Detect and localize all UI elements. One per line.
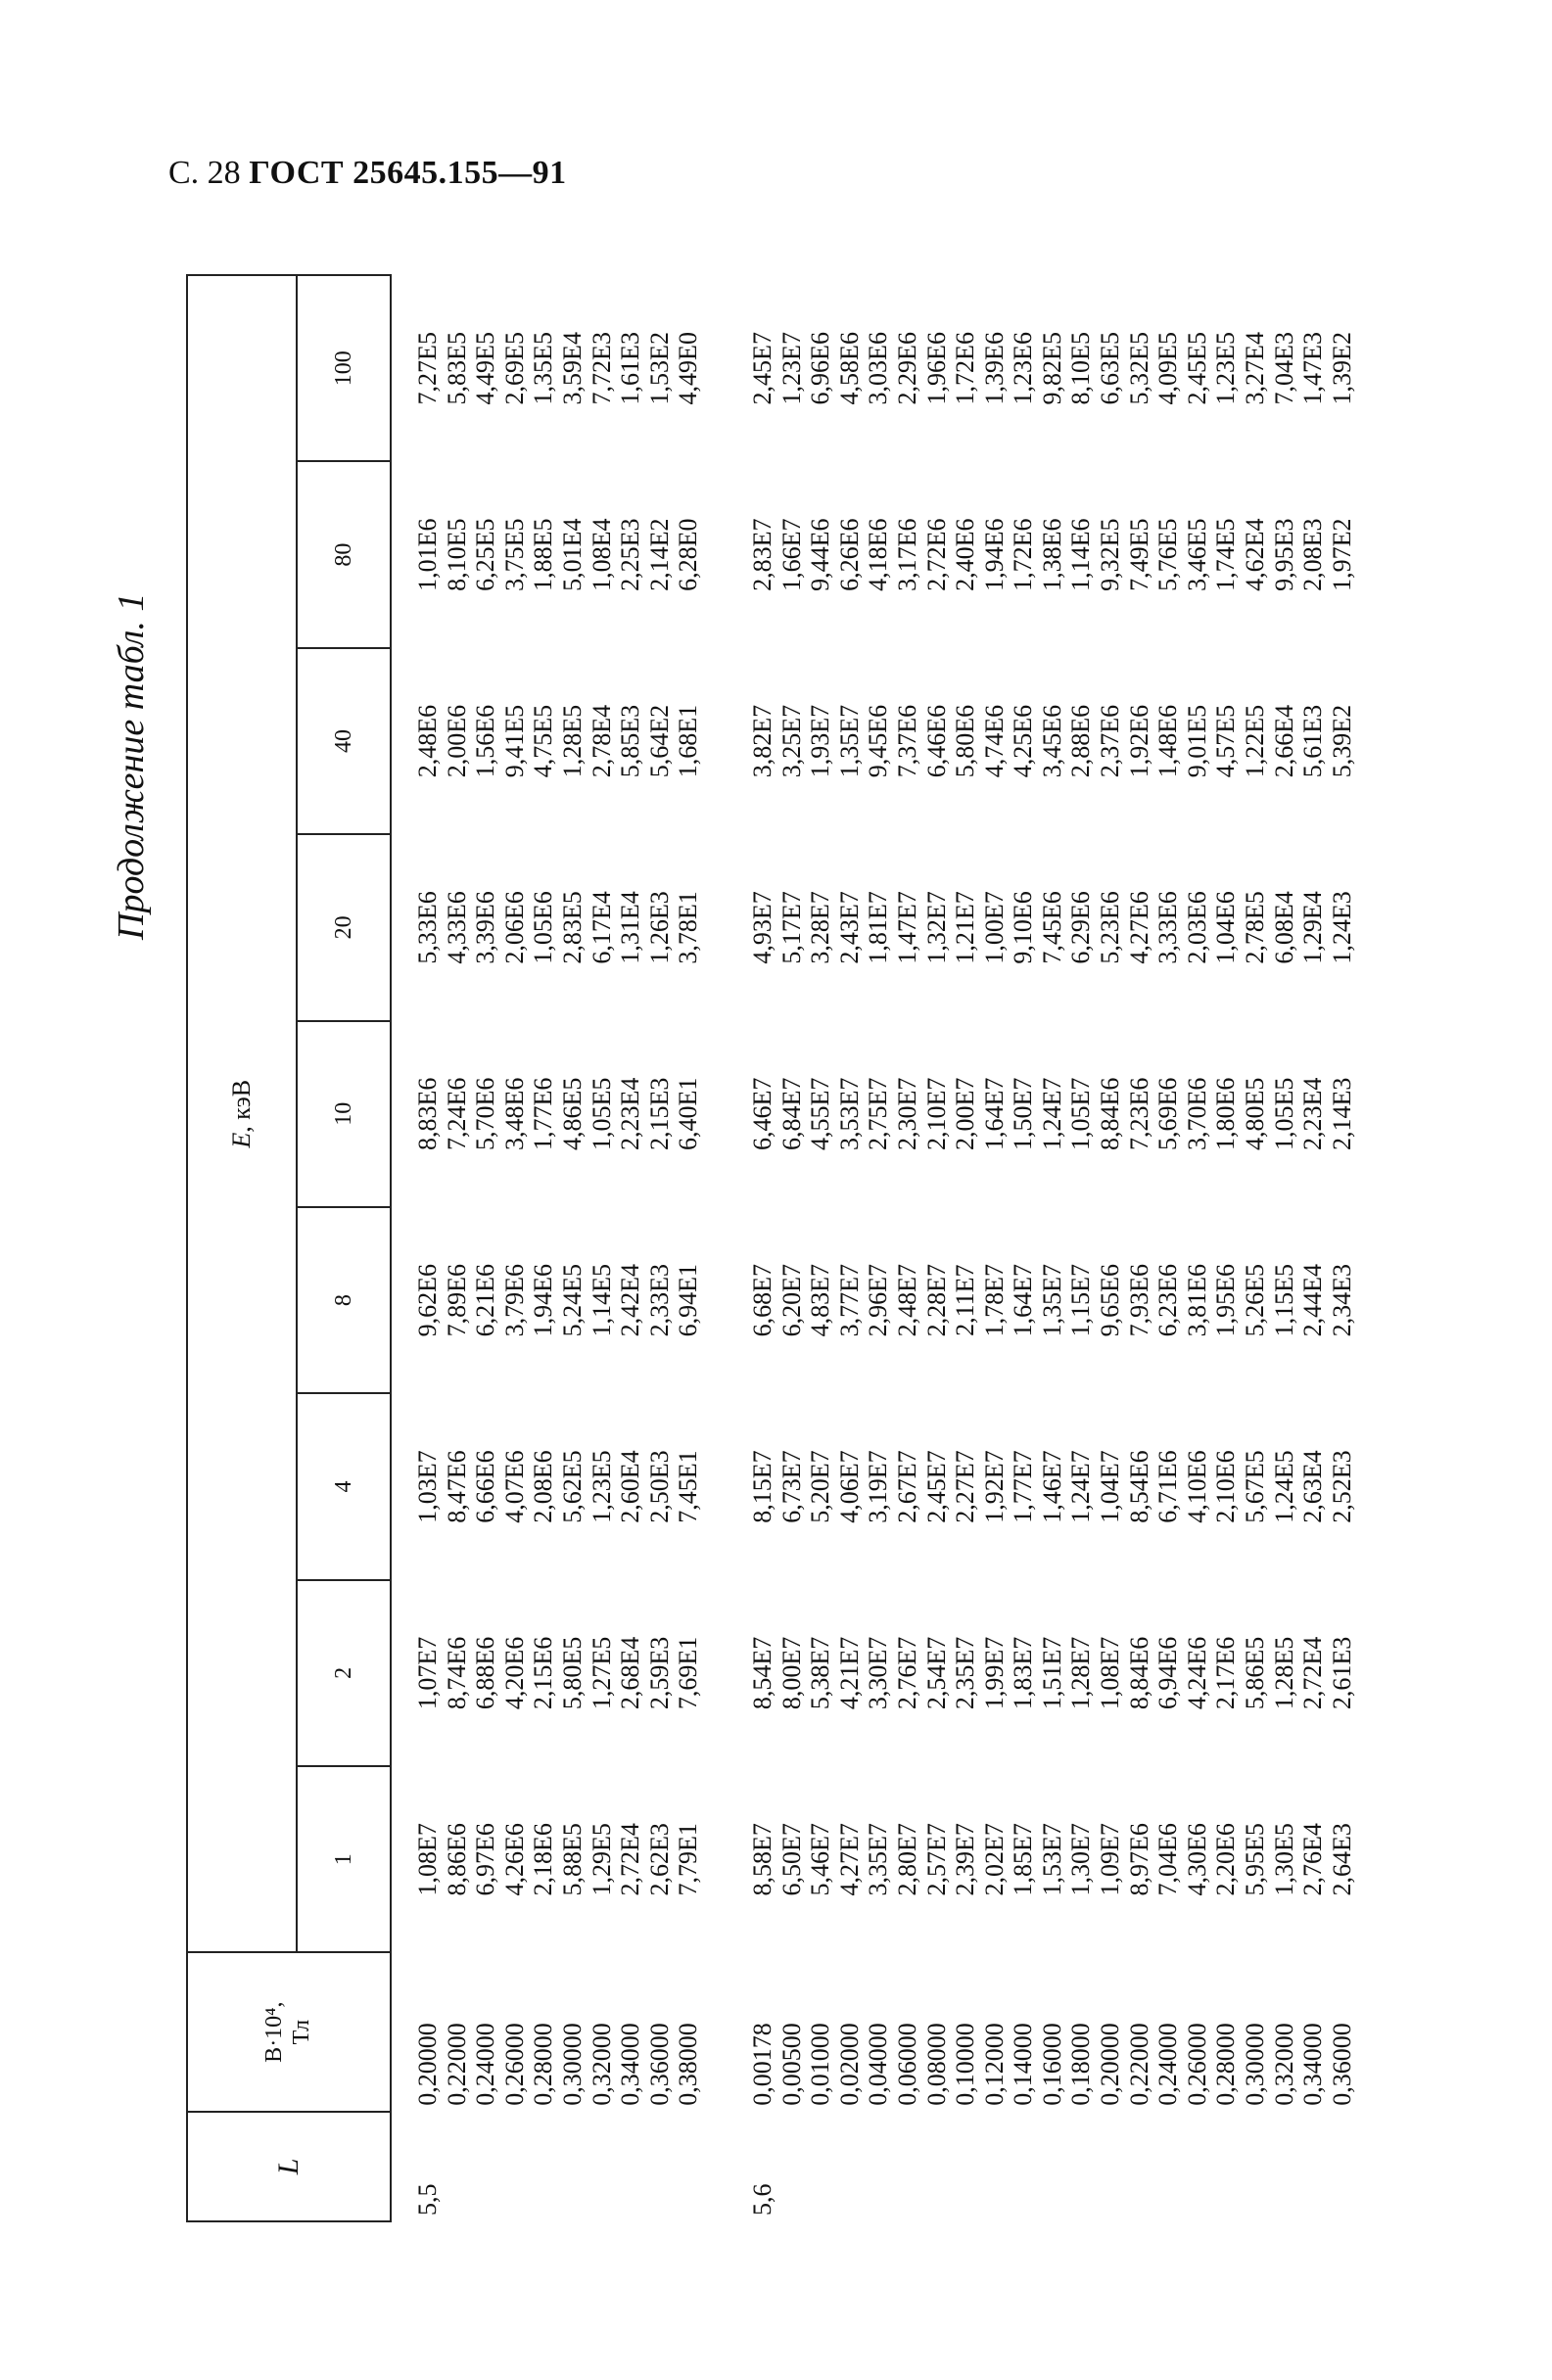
b-values: 0,00178 0,00500 0,01000 0,02000 0,04000 0,06000 0,08000 0,10000 0,12000 0,14000 0,16000 0,18000 0,20000 0,22000 0,24000 0,26000 0,28000 0,30000 0,32000 0,34000 0,36000 [747,2023,1356,2106]
col-header-b-unit: Тл [289,2019,314,2045]
flux-e10: 8,83E6 7,24E6 5,70E6 3,48E6 1,77E6 4,86E5 1,05E5 2,23E4 2,15E3 6,40E1 [413,1077,703,1150]
page-header [168,155,567,192]
flux-e10: 6,46E7 6,84E7 4,55E7 3,53E7 2,75E7 2,30E7 2,10E7 2,00E7 1,64E7 1,50E7 1,24E7 1,05E7 8,84E6 7,23E6 5,69E6 3,70E6 1,80E6 4,80E5 1,05E5 2,23E4 2,14E3 [747,1077,1356,1150]
energy-symbol: E [227,1132,256,1148]
flux-e1: 1,08E7 8,86E6 6,97E6 4,26E6 2,18E6 5,88E5 1,29E5 2,72E4 2,62E3 7,79E1 [413,1823,703,1896]
energy-header-4: 4 [297,1393,391,1579]
flux-e80: 1,01E6 8,10E5 6,25E5 3,75E5 1,88E5 5,01E4 1,08E4 2,25E3 2,14E2 6,28E0 [413,518,703,591]
flux-e100: 7,27E5 5,83E5 4,49E5 2,69E5 1,35E5 3,59E4 7,72E3 1,61E3 1,53E2 4,49E0 [413,332,703,405]
col-header-b [187,1952,391,2111]
flux-e40: 2,48E6 2,00E6 1,56E6 9,41E5 4,75E5 1,28E5 2,78E4 5,85E3 5,64E2 1,68E1 [413,704,703,778]
energy-unit: , кэВ [227,1079,256,1133]
header-row [187,275,297,2221]
group-row-l55 [413,275,703,2221]
flux-e40: 3,82E7 3,25E7 1,93E7 1,35E7 9,45E6 7,37E6 6,46E6 5,80E6 4,74E6 4,25E6 3,45E6 2,88E6 2,37E6 1,92E6 1,48E6 9,01E5 4,57E5 1,22E5 2,66E4 5,61E3 5,39E2 [747,704,1356,778]
flux-e80: 2,83E7 1,66E7 9,44E6 6,26E6 4,18E6 3,17E6 2,72E6 2,40E6 1,94E6 1,72E6 1,38E6 1,14E6 9,32E5 7,49E5 5,76E5 3,46E5 1,74E5 4,62E4 9,95E3 2,08E3 1,97E2 [747,518,1356,591]
standard-title: ГОСТ 25645.155—91 [249,155,567,191]
energy-values-row [297,275,391,2221]
page-number: С. 28 [168,155,241,191]
energy-header-80: 80 [297,461,391,647]
flux-e2: 8,54E7 8,00E7 5,38E7 4,21E7 3,30E7 2,76E7 2,54E7 2,35E7 1,99E7 1,83E7 1,51E7 1,28E7 1,08E7 8,84E6 6,94E6 4,24E6 2,17E6 5,86E5 1,28E5 2,72E4 2,61E3 [747,1636,1356,1710]
flux-e8: 9,62E6 7,89E6 6,21E6 3,79E6 1,94E6 5,24E5 1,14E5 2,42E4 2,33E3 6,94E1 [413,1263,703,1337]
flux-e4: 1,03E7 8,47E6 6,66E6 4,07E6 2,08E6 5,62E5 1,23E5 2,60E4 2,50E3 7,45E1 [413,1450,703,1523]
flux-e4: 8,15E7 6,73E7 5,20E7 4,06E7 3,19E7 2,67E7 2,45E7 2,27E7 1,92E7 1,77E7 1,46E7 1,24E7 1,04E7 8,54E6 6,71E6 4,10E6 2,10E6 5,67E5 1,24E5 2,63E4 2,52E3 [747,1450,1356,1523]
col-header-b-label: B·10⁴, [261,2001,288,2063]
l-value: 5,5 [413,2183,442,2216]
energy-header-8: 8 [297,1207,391,1393]
l-value: 5,6 [747,2183,776,2216]
flux-e100: 2,45E7 1,23E7 6,96E6 4,58E6 3,03E6 2,29E6 1,96E6 1,72E6 1,39E6 1,23E6 9,82E5 8,10E5 6,63E5 5,32E5 4,09E5 2,45E5 1,23E5 3,27E4 7,04E3 1,47E3 1,39E2 [747,332,1356,405]
col-header-energy [187,275,297,1952]
col-header-l: L [187,2112,391,2221]
data-table [186,274,1356,2222]
energy-header-20: 20 [297,834,391,1020]
flux-e20: 4,93E7 5,17E7 3,28E7 2,43E7 1,81E7 1,47E7 1,32E7 1,21E7 1,00E7 9,10E6 7,45E6 6,29E6 5,23E6 4,27E6 3,33E6 2,03E6 1,04E6 2,78E5 6,08E4 1,29E4 1,24E3 [747,891,1356,964]
energy-header-2: 2 [297,1580,391,1766]
group-row-l56 [748,275,1356,2221]
energy-header-1: 1 [297,1766,391,1952]
flux-e1: 8,58E7 6,50E7 5,46E7 4,27E7 3,35E7 2,80E7 2,57E7 2,39E7 2,02E7 1,85E7 1,53E7 1,30E7 1,09E7 8,97E6 7,04E6 4,30E6 2,20E6 5,95E5 1,30E5 2,76E4 2,64E3 [747,1823,1356,1896]
rotated-table-area [111,264,1390,2222]
flux-e2: 1,07E7 8,74E6 6,88E6 4,20E6 2,15E6 5,80E5 1,27E5 2,68E4 2,59E3 7,69E1 [413,1636,703,1710]
energy-header-10: 10 [297,1021,391,1207]
b-values: 0,20000 0,22000 0,24000 0,26000 0,28000 0,30000 0,32000 0,34000 0,36000 0,38000 [413,2023,703,2106]
flux-e20: 5,33E6 4,33E6 3,39E6 2,06E6 1,05E6 2,83E5 6,17E4 1,31E4 1,26E3 3,78E1 [413,891,703,964]
energy-header-40: 40 [297,648,391,834]
energy-header-100: 100 [297,275,391,461]
flux-e8: 6,68E7 6,20E7 4,83E7 3,77E7 2,96E7 2,48E7 2,28E7 2,11E7 1,78E7 1,64E7 1,35E7 1,15E7 9,65E6 7,93E6 6,23E6 3,81E6 1,95E6 5,26E5 1,15E5 2,44E4 2,34E3 [747,1263,1356,1337]
table-continuation-caption: Продолжение табл. 1 [111,592,152,940]
